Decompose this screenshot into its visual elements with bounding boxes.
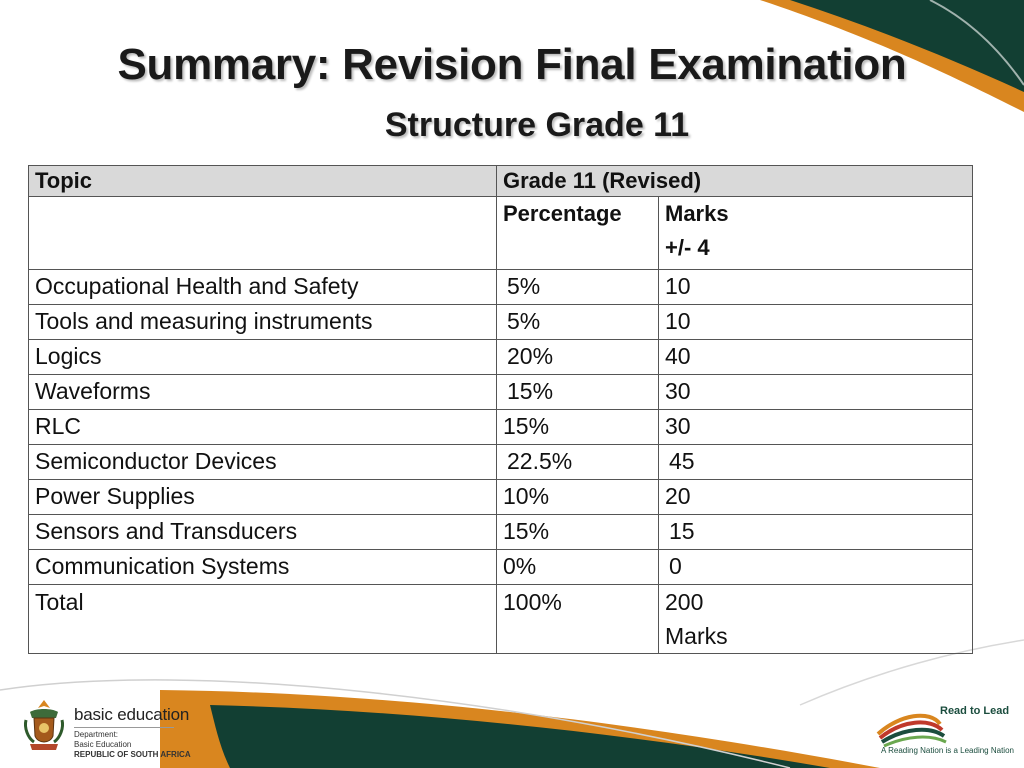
table-row	[29, 270, 973, 305]
exam-structure-table	[28, 165, 973, 654]
marks-cell: 0	[659, 550, 973, 585]
header-topic: Topic	[29, 166, 497, 197]
slide-subtitle: Structure Grade 11	[384, 106, 690, 144]
marks-cell: 30	[659, 410, 973, 445]
percentage-cell: 10%	[497, 480, 659, 515]
topic-cell: Semiconductor Devices	[29, 445, 497, 480]
table-total-row	[29, 585, 973, 654]
total-marks	[659, 585, 973, 654]
total-marks-value: 200	[665, 589, 704, 615]
department-line2: Basic Education	[74, 740, 132, 749]
table-row	[29, 305, 973, 340]
topic-cell: Communication Systems	[29, 550, 497, 585]
department-line3: REPUBLIC OF SOUTH AFRICA	[74, 750, 191, 759]
table-subheader-row	[29, 197, 973, 270]
percentage-cell: 20%	[497, 340, 659, 375]
topic-cell: Occupational Health and Safety	[29, 270, 497, 305]
table-row	[29, 340, 973, 375]
total-label: Total	[29, 585, 497, 654]
percentage-cell: 22.5%	[497, 445, 659, 480]
marks-cell: 10	[659, 305, 973, 340]
header-grade-group: Grade 11 (Revised)	[497, 166, 973, 197]
header-blank-cell	[29, 197, 497, 270]
percentage-cell: 15%	[497, 375, 659, 410]
table-row	[29, 550, 973, 585]
slide-title: Summary: Revision Final Examination	[117, 40, 907, 89]
marks-cell: 40	[659, 340, 973, 375]
read-to-lead-tagline: A Reading Nation is a Leading Nation	[881, 746, 1014, 755]
department-name: basic education	[74, 705, 190, 724]
header-marks	[659, 197, 973, 270]
topic-cell: Tools and measuring instruments	[29, 305, 497, 340]
header-marks-note: +/- 4	[665, 235, 710, 260]
department-logo-text	[74, 705, 191, 760]
topic-cell: RLC	[29, 410, 497, 445]
topic-cell: Waveforms	[29, 375, 497, 410]
percentage-cell: 5%	[497, 270, 659, 305]
read-to-lead-title: Read to Lead	[940, 705, 1010, 717]
percentage-cell: 0%	[497, 550, 659, 585]
total-percentage: 100%	[497, 585, 659, 654]
marks-cell: 30	[659, 375, 973, 410]
marks-cell: 15	[659, 515, 973, 550]
topic-cell: Power Supplies	[29, 480, 497, 515]
coat-of-arms-logo	[22, 698, 66, 754]
percentage-cell: 5%	[497, 305, 659, 340]
percentage-cell: 15%	[497, 515, 659, 550]
marks-cell: 45	[659, 445, 973, 480]
table-row	[29, 410, 973, 445]
table-row	[29, 480, 973, 515]
total-marks-unit: Marks	[665, 623, 728, 649]
table-row	[29, 445, 973, 480]
topic-cell: Sensors and Transducers	[29, 515, 497, 550]
table-header-row	[29, 166, 973, 197]
marks-cell: 10	[659, 270, 973, 305]
table-row	[29, 515, 973, 550]
header-marks-label: Marks	[665, 201, 729, 226]
table-row	[29, 375, 973, 410]
topic-cell: Logics	[29, 340, 497, 375]
marks-cell: 20	[659, 480, 973, 515]
department-line1: Department:	[74, 730, 119, 739]
department-divider	[74, 727, 174, 728]
header-percentage: Percentage	[497, 197, 659, 270]
percentage-cell: 15%	[497, 410, 659, 445]
